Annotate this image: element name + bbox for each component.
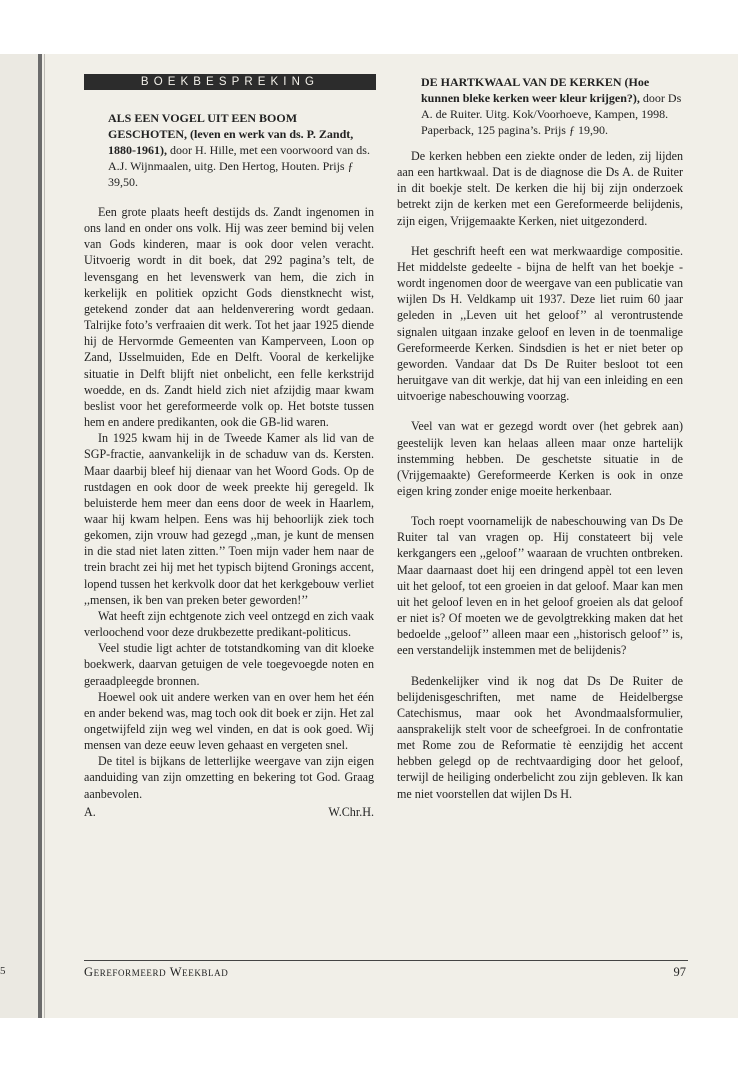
review-1-paragraph: Wat heeft zijn echtgenote zich veel ontzegd en zich vaak verloochend voor deze drukbezette predikant-politicus. xyxy=(84,608,374,640)
review-1-signature xyxy=(84,804,374,820)
book-2-details: door Ds A. de Ruiter. Uitg. Kok/Voorhoeve, Kampen, 1998. Paperback, 125 pagina’s. Prijs ƒ 19,90. xyxy=(421,91,682,137)
footer-rule xyxy=(84,960,688,961)
review-2-paragraph: Veel van wat er gezegd wordt over (het gebrek aan) geestelijk leven kan helaas alleen maar onze hartelijk instemming hebben. De geschetste situatie in de (Vrijgemaakte) Gereformeerde Kerken is ook in onze eigen kring zonder enige moeite herkenbaar. xyxy=(397,419,683,498)
book-1-title: ALS EEN VOGEL UIT EEN BOOM GESCHOTEN, (leven en werk van ds. P. Zandt, 1880-1961), xyxy=(108,111,354,157)
review-2-paragraph: Toch roept voornamelijk de nabeschouwing van Ds De Ruiter tal van vragen op. Hij constateert bij vele kerkgangers een ,,geloof’’ waaraan de vruchten ontbreken. Maar daarnaast doet hij een dringend appèl tot een leven uit het geloof, tot een groeien in dat geloof. Maar kan men uit het geloof leven en in het geloof groeien als dat geloof er niet is? Of moeten we de gevolgtrekking maken dat het bedoelde ,,geloof’’ alleen maar een ,,historisch geloof’’ is, een verstandelijk instemmen met de belijdenis? xyxy=(397,514,683,658)
book-1-details: door H. Hille, met een voorwoord van ds. A.J. Wijnmaalen, uitg. Den Hertog, Houten. Prijs ƒ 39,50. xyxy=(108,143,370,189)
review-1-paragraph: Een grote plaats heeft destijds ds. Zandt ingenomen in ons land en onder ons volk. Hij was zeer bemind bij velen van Gods kinderen, maar is ook door velen veracht. Uitvoerig wordt in dit boek, dat 292 pagina’s telt, de levensgang en het levenswerk van hem, die zich in kerkelijk en politiek opzicht Gods dienstknecht wist, getekend zonder dat aan heldenverering wordt gedaan. Talrijke foto’s verfraaien dit werk. Tot het jaar 1925 diende hij de Hervormde Gemeenten van Kamperveen, Loon op Zand, IJsselmuiden, Ede en Delft. Vooral de kerkelijke situatie in Delft blijft niet onbelicht, een felle kerkstrijd woedde, en ds. Zandt hield zich niet afzijdig maar kwam beslist voor het gereformeerde volk op. Het botste tussen hem en andere predikanten, ook die GB-lid waren. xyxy=(84,205,374,430)
left-column xyxy=(84,74,374,820)
review-1-paragraph: Veel studie ligt achter de totstandkoming van dit kloeke boekwerk, daarvan getuigen de vele toegevoegde noten en geraadpleegde bronnen. xyxy=(84,641,374,688)
review-1-paragraph: In 1925 kwam hij in de Tweede Kamer als lid van de SGP-fractie, aanvankelijk in de schaduw van ds. Kersten. Maar daarbij bleef hij dienaar van het Woord Gods. Op de rustdagen en ook door de week preekte hij geregeld. Ik beluisterde hem meer dan eens door de week in Haarlem, waar hij kwam helpen. Eens was hij behoorlijk ziek toch gekomen, zijn vrouw had gezegd ,,man, je kunt de mensen in die stad niet laten zitten.’’ Toen mijn vader hem naar de trein bracht zei hij met het typisch bijtend Gronings accent, lopend tussen het kerkvolk door dat het kerkgebouw verliet ,,mensen, ik ben van preken beter geworden!’’ xyxy=(84,431,374,607)
review-1-paragraph: Hoewel ook uit andere werken van en over hem het één en ander bekend was, mag toch ook dit boek er zijn. Het zal ongetwijfeld zijn weg wel vinden, en dat is ook goed. Wij mensen van deze eeuw leven gehaast en vergeten snel. xyxy=(84,689,374,753)
book-2-heading xyxy=(421,74,683,138)
review-1-paragraph: De titel is bijkans de letterlijke weergave van zijn eigen aanduiding van zijn omzetting en bekering tot God. Graag aanbevolen. xyxy=(84,754,374,801)
signature-initial: A. xyxy=(84,804,96,819)
facing-page-number-fragment: 5 xyxy=(0,965,6,977)
right-column xyxy=(397,74,683,802)
section-banner: BOEKBESPREKING xyxy=(84,74,376,90)
review-2-paragraph: De kerken hebben een ziekte onder de leden, zij lijden aan een hartkwaal. Dat is de diagnose die Ds A. de Ruiter in dit boekje stelt. De kerken die hij bij zijn onderzoek betrekt zijn de kerken met een Gereformeerde belijdenis, zijn eigen, Vrijgemaakte Kerken, niet uitgezonderd. xyxy=(397,149,683,228)
book-2-title: DE HARTKWAAL VAN DE KERKEN (Hoe kunnen bleke kerken weer kleur krijgen?), xyxy=(421,75,650,105)
binding-spine xyxy=(38,54,42,1018)
review-2-paragraph: Het geschrift heeft een wat merkwaardige compositie. Het middelste gedeelte - bijna de helft van het boekje - wordt ingenomen door de weergave van een publicatie van wijlen Ds H. Veldkamp uit 1937. Deze liet ruim 60 jaar geleden in ,,Leven uit het geloof’’ al verontrustende signalen uitgaan inzake geloof en leven in de toenmalige Gereformeerde Kerken. Sindsdien is het er niet beter op geworden. Vandaar dat Ds De Ruiter besloot tot een heruitgave van dit werkje, dat hij van een inleiding en een uitvoerige nabeschouwing voorzag. xyxy=(397,243,683,404)
page-number: 97 xyxy=(673,965,686,979)
publication-title: Gereformeerd Weekblad xyxy=(84,965,229,979)
review-2-paragraph: Bedenkelijker vind ik nog dat Ds De Ruiter de belijdenisgeschriften, met name de Heidelbergse Catechismus, maar ook het Avondmaalsformulier, aansprakelijk stelt voor de scheefgroei. In de confrontatie met Rome zou de Reformatie tè eenzijdig het accent hebben gelegd op de rechtvaardiging door het geloof, terwijl de heiliging onderbelicht zou zijn gebleven. Ik kan me niet voorstellen dat wijlen Ds H. xyxy=(397,673,683,801)
reviewer-initials: W.Chr.H. xyxy=(328,804,374,819)
facing-page-edge xyxy=(0,54,40,1018)
book-1-heading xyxy=(108,110,374,190)
binding-shadow xyxy=(44,54,45,1018)
